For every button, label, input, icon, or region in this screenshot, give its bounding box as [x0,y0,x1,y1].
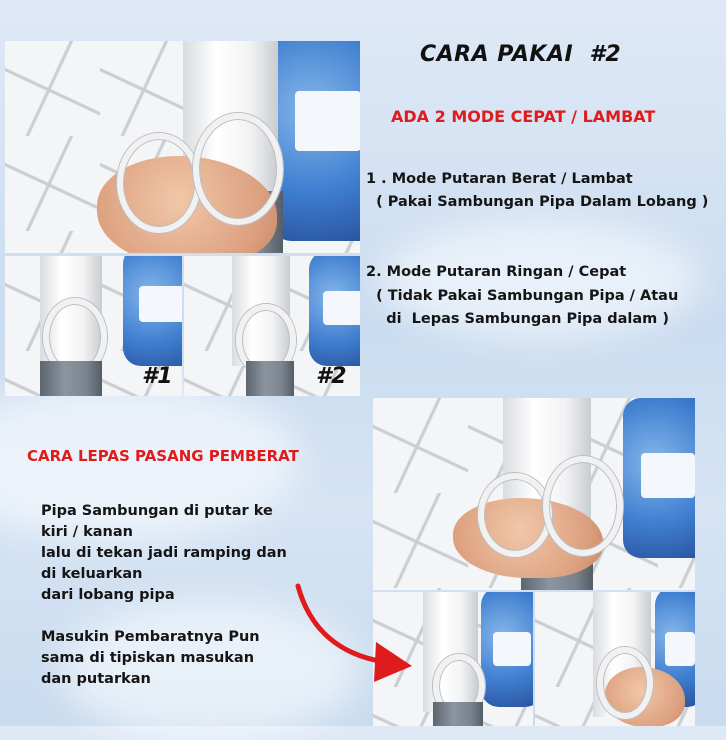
water-gallon [309,256,360,366]
mode-2-note-line-1: ( Tidak Pakai Sambungan Pipa / Atau [366,288,679,304]
water-gallon [623,398,695,558]
mode-1-title: 1 . Mode Putaran Berat / Lambat [366,171,633,187]
grey-pipe-joint [40,361,102,396]
mode-2-note-line-2: di Lepas Sambungan Pipa dalam ) [366,311,669,327]
badge-1: #1 [142,364,173,389]
photo-ring-inserted [535,592,695,726]
photo-mode-1 [5,256,182,396]
water-gallon [481,592,533,707]
grey-pipe-joint [246,361,294,396]
mode-1-note: ( Pakai Sambungan Pipa Dalam Lobang ) [366,194,709,210]
pipe-ring-cut [543,456,623,556]
instruction-line: Masukin Pembaratnya Pun [41,629,260,645]
pipe-ring [478,473,552,557]
instruction-line: dan putarkan [41,671,151,687]
instruction-line: lalu di tekan jadi ramping dan [41,545,287,561]
instruction-line: Pipa Sambungan di putar ke [41,503,273,519]
instruction-line: kiri / kanan [41,524,133,540]
water-gallon [123,256,182,366]
grey-pipe-joint [433,702,483,726]
pipe-ring-cut [193,113,283,225]
page-title: CARA PAKAI #2 [420,42,622,67]
photo-ring-removal-large [373,398,695,590]
instruction-line: dari lobang pipa [41,587,175,603]
instruction-list [41,501,287,690]
badge-2: #2 [316,364,347,389]
photo-mode-2 [184,256,360,396]
mode-2-title: 2. Mode Putaran Ringan / Cepat [366,264,627,280]
instruction-line: di keluarkan [41,566,143,582]
photo-pipe-with-ring-large [5,41,360,253]
pipe-ring [597,647,653,719]
mode-heading: ADA 2 MODE CEPAT / LAMBAT [391,107,656,126]
water-gallon [273,41,360,241]
lepas-heading: CARA LEPAS PASANG PEMBERAT [27,447,299,465]
pipe-ring [117,133,201,233]
instruction-line: sama di tipiskan masukan [41,650,255,666]
instruction-line [41,606,287,627]
curved-red-arrow-icon [290,580,430,690]
